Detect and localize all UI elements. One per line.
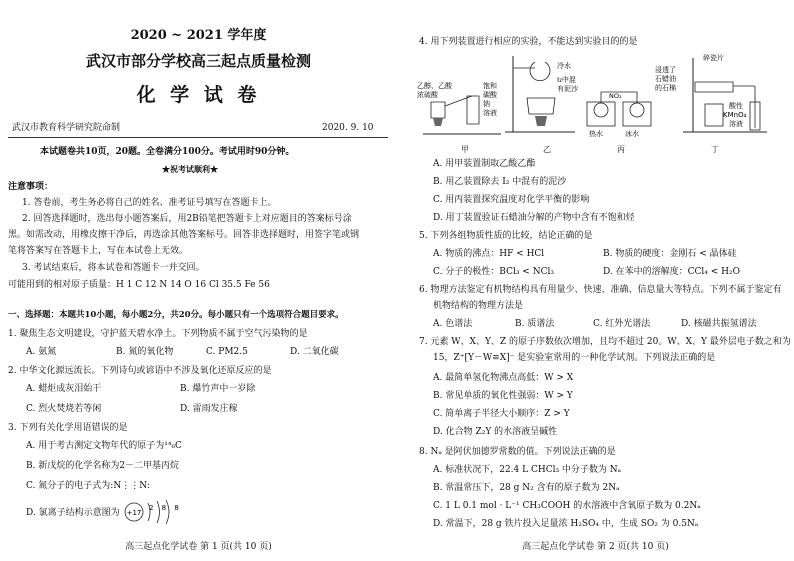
note-3: 3. 考试结束后，将本试卷和答题卡一并交回。 [22,263,205,273]
exam-info: 本试题卷共10页，20题。全卷满分100分。考试用时90分钟。 [40,147,295,157]
q3-option-d: D. 氯离子结构示意图为 [26,508,120,518]
bing-hot-label: 热水 [589,130,603,138]
note-2: 2. 回答选择题时，选出每小题答案后，用2B铅笔把答题卡上对应题目的答案标号涂 [22,214,352,224]
q1-option-b: B. 氮的氧化物 [116,347,174,357]
jia-label-6: 溶液 [483,109,497,117]
q8-option-d: D. 常温下，28 g 铁片投入足量浓 H₂SO₄ 中，生成 SO₂ 为 0.5Nₐ [433,519,699,529]
ding-label-6: KMnO₄ [723,111,747,119]
q3-option-a: A. 用于考古测定文物年代的原子为¹⁴₆C [26,441,182,451]
apparatus-yi [505,54,585,140]
q3-option-b: B. 新戊烷的化学名称为2－二甲基丙烷 [26,461,180,471]
atomic-masses: 可能用到的相对原子质量：H 1 C 12 N 14 O 16 Cl 35.5 Fe 56 [8,280,270,290]
q2-option-c: C. 烈火焚烧若等闲 [26,404,102,414]
exam-issuer: 武汉市教育科学研究院命制 [12,123,121,133]
q6-option-a: A. 色谱法 [433,319,473,329]
apparatus-ding [655,52,775,142]
q4-option-a: A. 用甲装置制取乙酸乙酯 [433,159,536,169]
question-1: 1. 聚焦生态文明建设，守护蓝天碧水净土。下列物质不属于空气污染物的是 [8,329,308,339]
notes-title: 注意事项： [8,182,54,192]
jia-label-3: 饱和 [483,82,497,90]
label-bing: 丙 [617,145,625,154]
question-7-line-2: 15，Z⁺[Y－W≡X]⁻ 是实验室常用的一种化学试剂。下列说法正确的是 [433,353,716,363]
q5-option-c: C. 分子的极性：BCl₃ < NCl₃ [433,267,554,277]
q1-option-a: A. 氨氮 [26,347,57,357]
q5-option-d: D. 在苯中的溶解度：CCl₄ < H₂O [603,267,740,277]
apparatus-bing [585,84,655,140]
exam-title: 化 学 试 卷 [136,84,261,106]
section-title: 一、选择题：本题共10小题，每小题2分，共20分。每小题只有一个选项符合题目要求。 [8,310,344,320]
yi-label-2: I₂中混 [557,76,576,84]
question-6-line-2: 机物结构的物理方法是 [433,301,524,311]
q6-option-b: B. 质谱法 [515,319,555,329]
apparatus-jia [417,56,507,142]
question-8: 8. Nₐ 是阿伏加德罗常数的值。下列说法正确的是 [419,447,616,457]
label-yi: 乙 [543,145,551,154]
bing-cold-label: 冰水 [625,130,639,138]
right-page [397,0,794,561]
question-5: 5. 下列各组物质性质的比较，结论正确的是 [419,231,593,241]
q7-option-a: A. 最简单氢化物沸点高低：W > X [433,373,574,383]
ding-label-3: 石蜡油 [655,75,676,83]
jia-label-1: 乙醇、乙酸 [417,82,452,90]
ding-label-5: 酸性 [729,102,743,110]
q3-option-c: C. 氮分子的电子式为:N⋮⋮N: [26,481,150,491]
q6-option-c: C. 红外光谱法 [593,319,651,329]
q6-option-d: D. 核磁共振氢谱法 [681,319,757,329]
jia-label-4: 碳酸 [483,91,497,99]
question-2: 2. 中华文化源远流长。下列诗句或谚语中不涉及氧化还原反应的是 [8,366,272,376]
note-2-end: 笔将答案写在答题卡上，写在本试卷上无效。 [8,246,189,256]
q4-option-d: D. 用丁装置验证石蜡油分解的产物中含有不饱和烃 [433,213,635,223]
q8-option-a: A. 标准状况下，22.4 L CHCl₃ 中分子数为 Nₐ [433,465,622,475]
header-divider [8,137,388,138]
yi-label-3: 有泥沙 [557,85,578,93]
right-footer: 高三起点化学试卷 第 2 页(共 10 页) [522,542,669,552]
exam-school: 武汉市部分学校高三起点质量检测 [85,52,311,70]
q2-option-a: A. 蜡炬成灰泪始干 [26,384,102,394]
left-footer: 高三起点化学试卷 第 1 页(共 10 页) [125,542,272,552]
q5-option-a: A. 物质的沸点：HF < HCl [433,249,545,259]
q4-option-b: B. 用乙装置除去 I₂ 中混有的泥沙 [433,177,567,187]
note-2-cont: 黑。如需改动，用橡皮擦干净后，再选涂其他答案标号。回答非选择题时，用签字笔或钢 [8,230,360,240]
jia-label-2: 浓硫酸 [417,91,438,99]
question-4: 4. 用下列装置进行相应的实验，不能达到实验目的的是 [419,37,638,47]
q8-option-b: B. 常温常压下，28 g N₂ 含有的原子数为 2Nₐ [433,483,620,493]
yi-label-1: 冷水 [557,62,571,70]
label-jia: 甲 [461,145,469,154]
ding-label-4: 的石棉 [655,84,676,92]
ding-label-2: 浸透了 [655,66,676,74]
bing-gas-label: NO₂ [609,92,622,100]
q7-option-d: D. 化合物 Z₂Y 的水溶液呈碱性 [433,427,558,437]
q2-option-d: D. 雷雨发庄稼 [180,404,238,414]
ding-label-1: 碎瓷片 [703,54,724,62]
ion-shells-label: 2 8 8 [149,504,182,512]
q4-option-c: C. 用丙装置探究温度对化学平衡的影响 [433,195,590,205]
q7-option-b: B. 常见单质的氧化性强弱：W > Y [433,391,573,401]
q7-option-c: C. 简单离子半径大小顺序：Z > Y [433,409,570,419]
question-7-line-1: 7. 元素 W、X、Y、Z 的原子序数依次增加，且均不超过 20。W、X、Y 最外层电子数之和为 [419,337,791,347]
question-6-line-1: 6. 物理方法鉴定有机物结构具有用量少、快速、准确、信息量大等特点。下列不属于鉴定有 [419,285,782,295]
exam-year: 2020 ~ 2021 学年度 [130,28,267,43]
q5-option-b: B. 物质的硬度：金刚石 < 晶体硅 [603,249,737,259]
note-1: 1. 答卷前，考生务必将自己的姓名、准考证号填写在答题卡上。 [22,198,277,208]
chloride-ion-diagram [122,497,182,527]
ding-label-7: 溶液 [729,120,743,128]
q8-option-c: C. 1 L 0.1 mol · L⁻¹ CH₃COOH 的水溶液中含氧原子数为 0.2Nₐ [433,501,701,511]
ion-nucleus-label: +17 [126,509,142,517]
exam-wish: ★祝考试顺利★ [162,164,218,174]
question-3: 3. 下列有关化学用语错误的是 [8,423,128,433]
q1-option-c: C. PM2.5 [206,347,248,357]
label-ding: 丁 [711,145,719,154]
jia-label-5: 钠 [483,100,490,108]
q2-option-b: B. 爆竹声中一岁除 [180,384,256,394]
exam-date: 2020. 9. 10 [322,123,374,133]
q1-option-d: D. 二氧化碳 [290,347,339,357]
